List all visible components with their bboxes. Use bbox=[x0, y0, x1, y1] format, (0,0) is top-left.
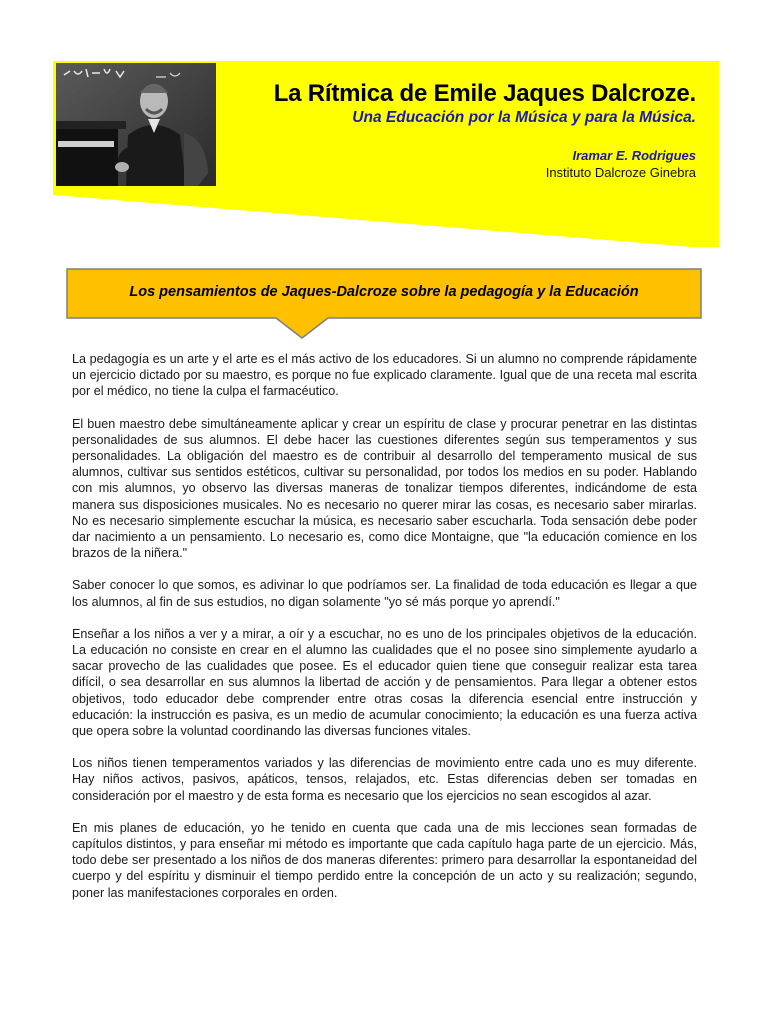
document-title: La Rítmica de Emile Jaques Dalcroze. bbox=[273, 80, 696, 107]
paragraph: Los niños tienen temperamentos variados y las diferencias de movimiento entre cada uno es muy diferente. Hay niños activos, pasivos, apáticos, tensos, relajados, etc. Estas diferencias deben ser tomadas en consideración por el maestro y de esta forma es necesario que los ejercicios no sean escogidos al azar. bbox=[72, 756, 697, 803]
section-callout bbox=[66, 268, 702, 320]
paragraph: El buen maestro debe simultáneamente aplicar y crear un espíritu de clase y procurar penetrar en las distintas personalidades de sus alumnos. El debe hacer las cuestiones diferentes según sus temperamentos y sus personalidades. La obligación del maestro es de contribuir al desarrollo del temperamento musical de sus alumnos, cultivar sus sentidos estéticos, cultivar su personalidad, por todos los medios en su poder. Hablando con mis alumnos, yo observo las diversas maneras de tonalizar tiempos diferentes, indicándome de esta manera sus disposiciones musicales. No es necesario no querer mirar las cosas, es necesario saber mirarlas. No es necesario simplemente escuchar la música, es necesario saber escucharla. Toda sensación debe poder dar nacimiento a un pensamiento. Lo necesario es, como dice Montaigne, que "la educación comience en los brazos de la niñera." bbox=[72, 416, 697, 561]
author-institute: Instituto Dalcroze Ginebra bbox=[545, 165, 696, 180]
section-heading: Los pensamientos de Jaques-Dalcroze sobre la pedagogía y la Educación bbox=[129, 284, 639, 300]
article-body bbox=[72, 351, 697, 917]
portrait-photo-image bbox=[56, 63, 216, 186]
paragraph: Saber conocer lo que somos, es adivinar lo que podríamos ser. La finalidad de toda educación es llegar a que los alumnos, al fin de sus estudios, no digan solamente "yo sé más porque yo aprendí." bbox=[72, 578, 697, 609]
paragraph: Enseñar a los niños a ver y a mirar, a oír y a escuchar, no es uno de los principales objetivos de la educación. La educación no consiste en crear en el alumno las cualidades que el no posee sino simplemente ayudarlo a sacar provecho de las cualidades que posee. Es el educador quien tiene que conseguir realizar esta tarea difícil, o sea desarrollar en sus alumnos la libertad de acción y de pensamientos. Para llegar a obtener estos objetivos, todo educador debe comprender entre otras cosas la diferencia esencial entre instrucción y educación: la instrucción es pasiva, es un medio de acumular conocimiento; la educación es una fuerza activa que opera sobre la voluntad coordinando las diversas funciones vitales. bbox=[72, 626, 697, 739]
portrait-photo bbox=[56, 63, 216, 186]
callout-shape bbox=[66, 268, 702, 340]
document-subtitle: Una Educación por la Música y para la Música. bbox=[352, 109, 696, 126]
author-name: Iramar E. Rodrigues bbox=[572, 148, 696, 163]
paragraph: En mis planes de educación, yo he tenido en cuenta que cada una de mis lecciones sean formadas de capítulos distintos, y para enseñar mi método es importante que cada capítulo haga parte de un ejercicio. Más, todo debe ser presentado a los niños de dos maneras diferentes: primero para desarrollar la espontaneidad del cuerpo y del espíritu y disminuir el tiempo perdido entre la concepción de un acto y su realización; segundo, poner las manifestaciones corporales en orden. bbox=[72, 820, 697, 900]
paragraph: La pedagogía es un arte y el arte es el más activo de los educadores. Si un alumno no comprende rápidamente un ejercicio dictado por su maestro, es porque no fue explicado claramente. Igual que de una receta mal escrita por el médico, no tiene la culpa el farmacéutico. bbox=[72, 352, 697, 399]
